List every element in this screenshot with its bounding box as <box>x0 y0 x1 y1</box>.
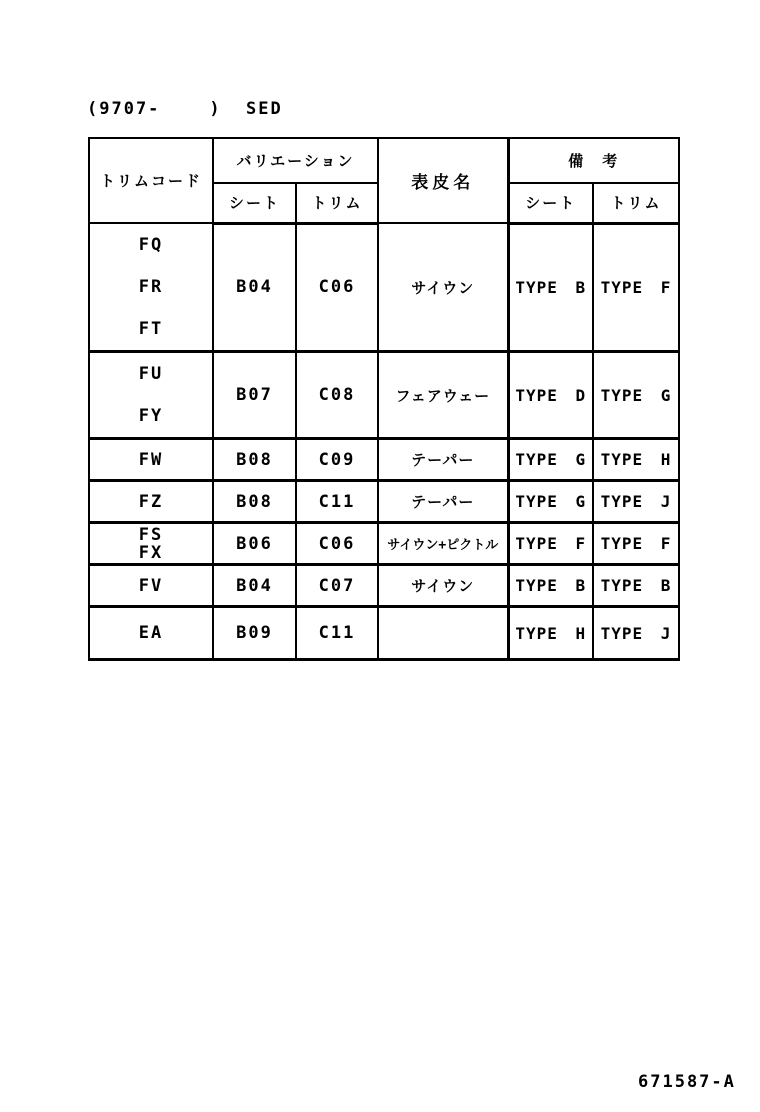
header-remarks: 備 考 <box>508 138 679 183</box>
header-variation-trim: トリム <box>296 183 378 223</box>
cell-trim-material-code: C08 <box>296 352 378 439</box>
cell-seat-code: B04 <box>213 223 296 352</box>
cell-remark-trim: TYPE F <box>593 523 679 565</box>
cell-surface-name: フェアウェー <box>378 352 508 439</box>
cell-remark-seat: TYPE D <box>508 352 593 439</box>
cell-trim-material-code: C06 <box>296 523 378 565</box>
cell-remark-seat: TYPE G <box>508 439 593 481</box>
trim-code: FV <box>138 575 164 596</box>
cell-seat-code: B06 <box>213 523 296 565</box>
cell-trim-codes <box>89 523 213 565</box>
trim-code-table <box>88 137 680 661</box>
cell-remark-trim: TYPE J <box>593 481 679 523</box>
header-remarks-trim: トリム <box>593 183 679 223</box>
table-row <box>89 439 679 481</box>
trim-code: FR <box>138 277 164 297</box>
cell-remark-seat: TYPE G <box>508 481 593 523</box>
trim-code: EA <box>138 623 164 643</box>
cell-trim-material-code: C06 <box>296 223 378 352</box>
trim-code: FX <box>138 542 164 563</box>
cell-seat-code: B08 <box>213 481 296 523</box>
cell-trim-material-code: C11 <box>296 607 378 660</box>
cell-seat-code: B09 <box>213 607 296 660</box>
figure-number: 671587-A <box>638 1072 736 1092</box>
cell-seat-code: B08 <box>213 439 296 481</box>
cell-surface-name: サイウン <box>378 223 508 352</box>
trim-code: FY <box>138 406 164 426</box>
cell-remark-seat: TYPE H <box>508 607 593 660</box>
cell-surface-name: テーパー <box>378 439 508 481</box>
table-row <box>89 223 679 352</box>
cell-surface-name: テーパー <box>378 481 508 523</box>
trim-code: FT <box>138 319 164 339</box>
cell-remark-seat: TYPE F <box>508 523 593 565</box>
header-trim-code: トリムコード <box>89 138 213 223</box>
table-header-row-1 <box>89 138 679 183</box>
cell-trim-codes <box>89 223 213 352</box>
cell-surface-name: サイウン+ピクトル <box>378 523 508 565</box>
cell-seat-code: B07 <box>213 352 296 439</box>
cell-trim-codes <box>89 439 213 481</box>
cell-trim-codes <box>89 481 213 523</box>
table-row <box>89 565 679 607</box>
cell-surface-name: サイウン <box>378 565 508 607</box>
cell-remark-trim: TYPE G <box>593 352 679 439</box>
header-variation-seat: シート <box>213 183 296 223</box>
trim-code: FW <box>138 449 164 470</box>
page-title: (9707- ) SED <box>87 99 283 119</box>
header-surface-name: 表皮名 <box>378 138 508 223</box>
cell-remark-trim: TYPE J <box>593 607 679 660</box>
trim-code: FU <box>138 364 164 384</box>
table-row <box>89 607 679 660</box>
cell-surface-name <box>378 607 508 660</box>
trim-code: FZ <box>138 491 164 512</box>
cell-remark-trim: TYPE B <box>593 565 679 607</box>
table-row <box>89 523 679 565</box>
table-row <box>89 352 679 439</box>
trim-code: FQ <box>138 235 164 255</box>
cell-trim-codes <box>89 607 213 660</box>
cell-trim-material-code: C09 <box>296 439 378 481</box>
cell-remark-trim: TYPE F <box>593 223 679 352</box>
cell-remark-trim: TYPE H <box>593 439 679 481</box>
cell-trim-codes <box>89 352 213 439</box>
cell-trim-material-code: C07 <box>296 565 378 607</box>
cell-remark-seat: TYPE B <box>508 223 593 352</box>
header-variation: バリエーション <box>213 138 378 183</box>
cell-trim-codes <box>89 565 213 607</box>
cell-remark-seat: TYPE B <box>508 565 593 607</box>
trim-code: FS <box>138 524 164 545</box>
header-remarks-seat: シート <box>508 183 593 223</box>
cell-trim-material-code: C11 <box>296 481 378 523</box>
cell-seat-code: B04 <box>213 565 296 607</box>
table-row <box>89 481 679 523</box>
